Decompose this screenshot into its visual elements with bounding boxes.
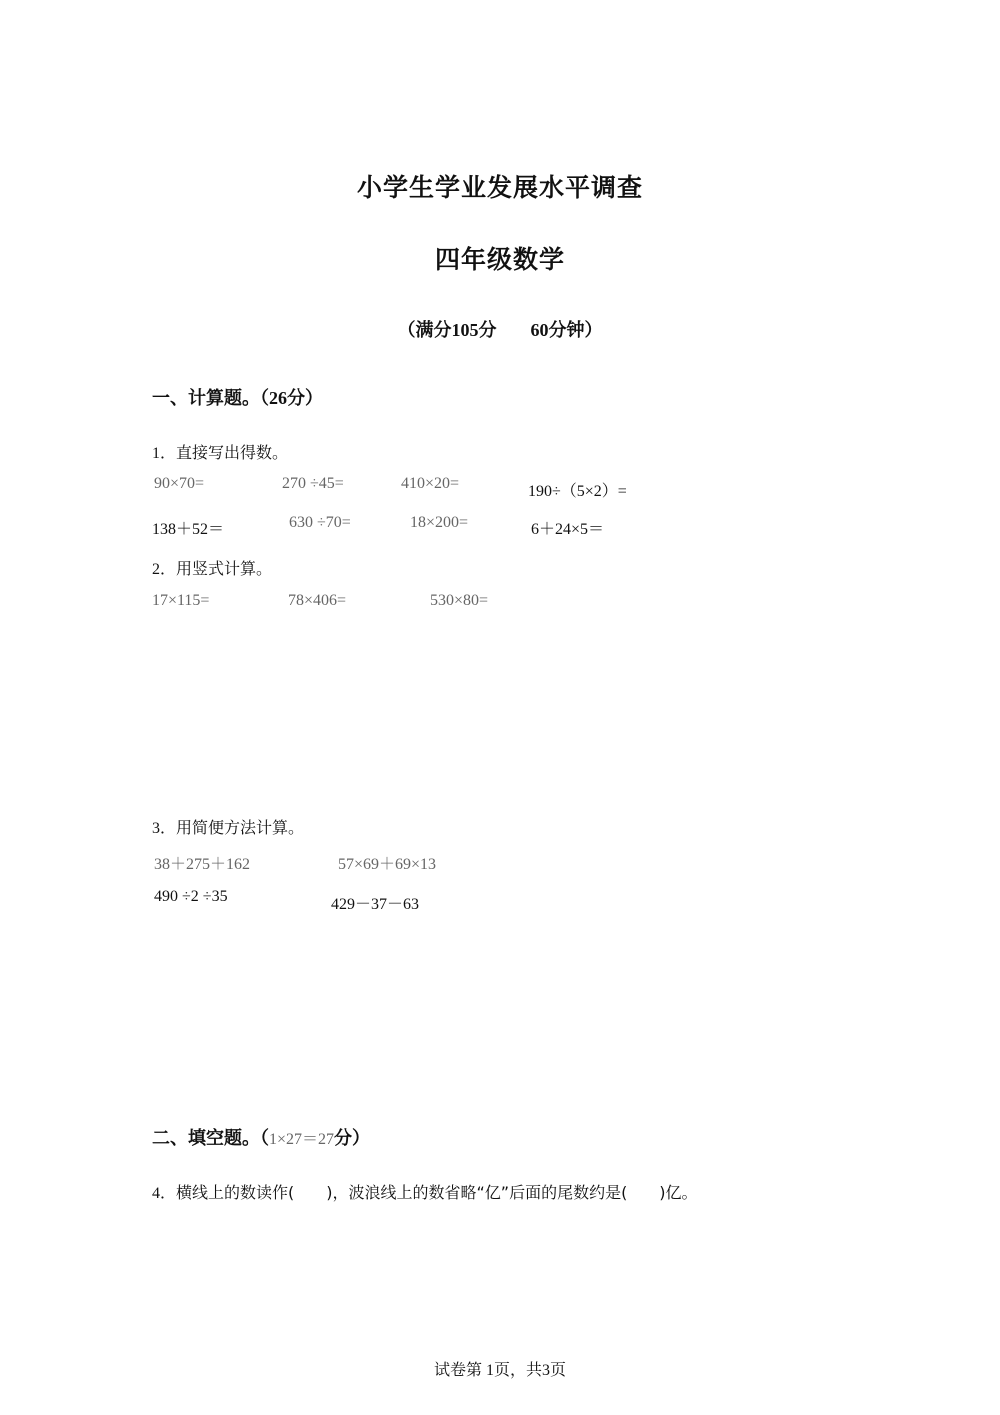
question-3-number: 3 xyxy=(152,820,160,837)
page-subtitle: 四年级数学 xyxy=(434,245,565,274)
score-unit: 分 xyxy=(478,320,497,341)
section-2-heading xyxy=(152,1124,370,1150)
q1-expression: 410×20= xyxy=(401,475,460,492)
section-2-title: 二、填空题。（ xyxy=(152,1128,269,1149)
section-1-points-suffix: 分） xyxy=(287,388,323,409)
time-value: 60 xyxy=(530,320,549,340)
page-title: 小学生学业发展水平调查 xyxy=(356,173,643,202)
q1-expression: 270 ÷45= xyxy=(282,475,344,492)
q2-expression: 17×115= xyxy=(152,592,210,609)
q2-expression: 78×406= xyxy=(288,592,347,609)
q3-expression: 57×69＋69×13 xyxy=(338,856,437,873)
time-unit: 分钟） xyxy=(548,320,603,341)
page-footer: 试卷第 1页，共3页 xyxy=(433,1362,566,1379)
question-2-text: ．用竖式计算。 xyxy=(160,559,273,578)
q1-expression: 630 ÷70= xyxy=(289,514,351,531)
q1-expression: 138＋52＝ xyxy=(152,521,225,538)
question-1 xyxy=(152,440,288,463)
section-1-title: 一、计算题。（ xyxy=(152,388,269,409)
question-1-number: 1 xyxy=(152,445,160,462)
score-time-info xyxy=(0,316,1000,342)
score-open: （满分 xyxy=(397,320,452,341)
section-2-points-suffix: 分） xyxy=(334,1128,371,1149)
q3-expression: 490 ÷2 ÷35 xyxy=(154,888,228,905)
q3-expression: 429－37－63 xyxy=(331,896,420,913)
question-3-text: ．用简便方法计算。 xyxy=(160,818,305,837)
section-1-points: 26 xyxy=(269,388,287,408)
score-total: 105 xyxy=(451,320,479,340)
question-2-number: 2 xyxy=(152,561,160,578)
q2-expression: 530×80= xyxy=(430,592,489,609)
q3-expression: 38＋275＋162 xyxy=(154,856,251,873)
question-4-text: ．横线上的数读作( )，波浪线上的数省略“亿”后面的尾数约是( )亿。 xyxy=(160,1183,698,1202)
question-4-number: 4 xyxy=(152,1185,160,1202)
section-1-heading xyxy=(152,384,323,410)
question-3 xyxy=(152,815,304,838)
q1-expression: 190÷（5×2）= xyxy=(528,483,627,500)
question-4 xyxy=(152,1180,698,1203)
section-2-points-expression: 1×27＝27 xyxy=(269,1131,335,1148)
question-2 xyxy=(152,556,272,579)
q1-expression: 6＋24×5＝ xyxy=(531,521,605,538)
q1-expression: 90×70= xyxy=(154,475,205,492)
question-1-text: ．直接写出得数。 xyxy=(160,443,289,462)
q1-expression: 18×200= xyxy=(410,514,469,531)
